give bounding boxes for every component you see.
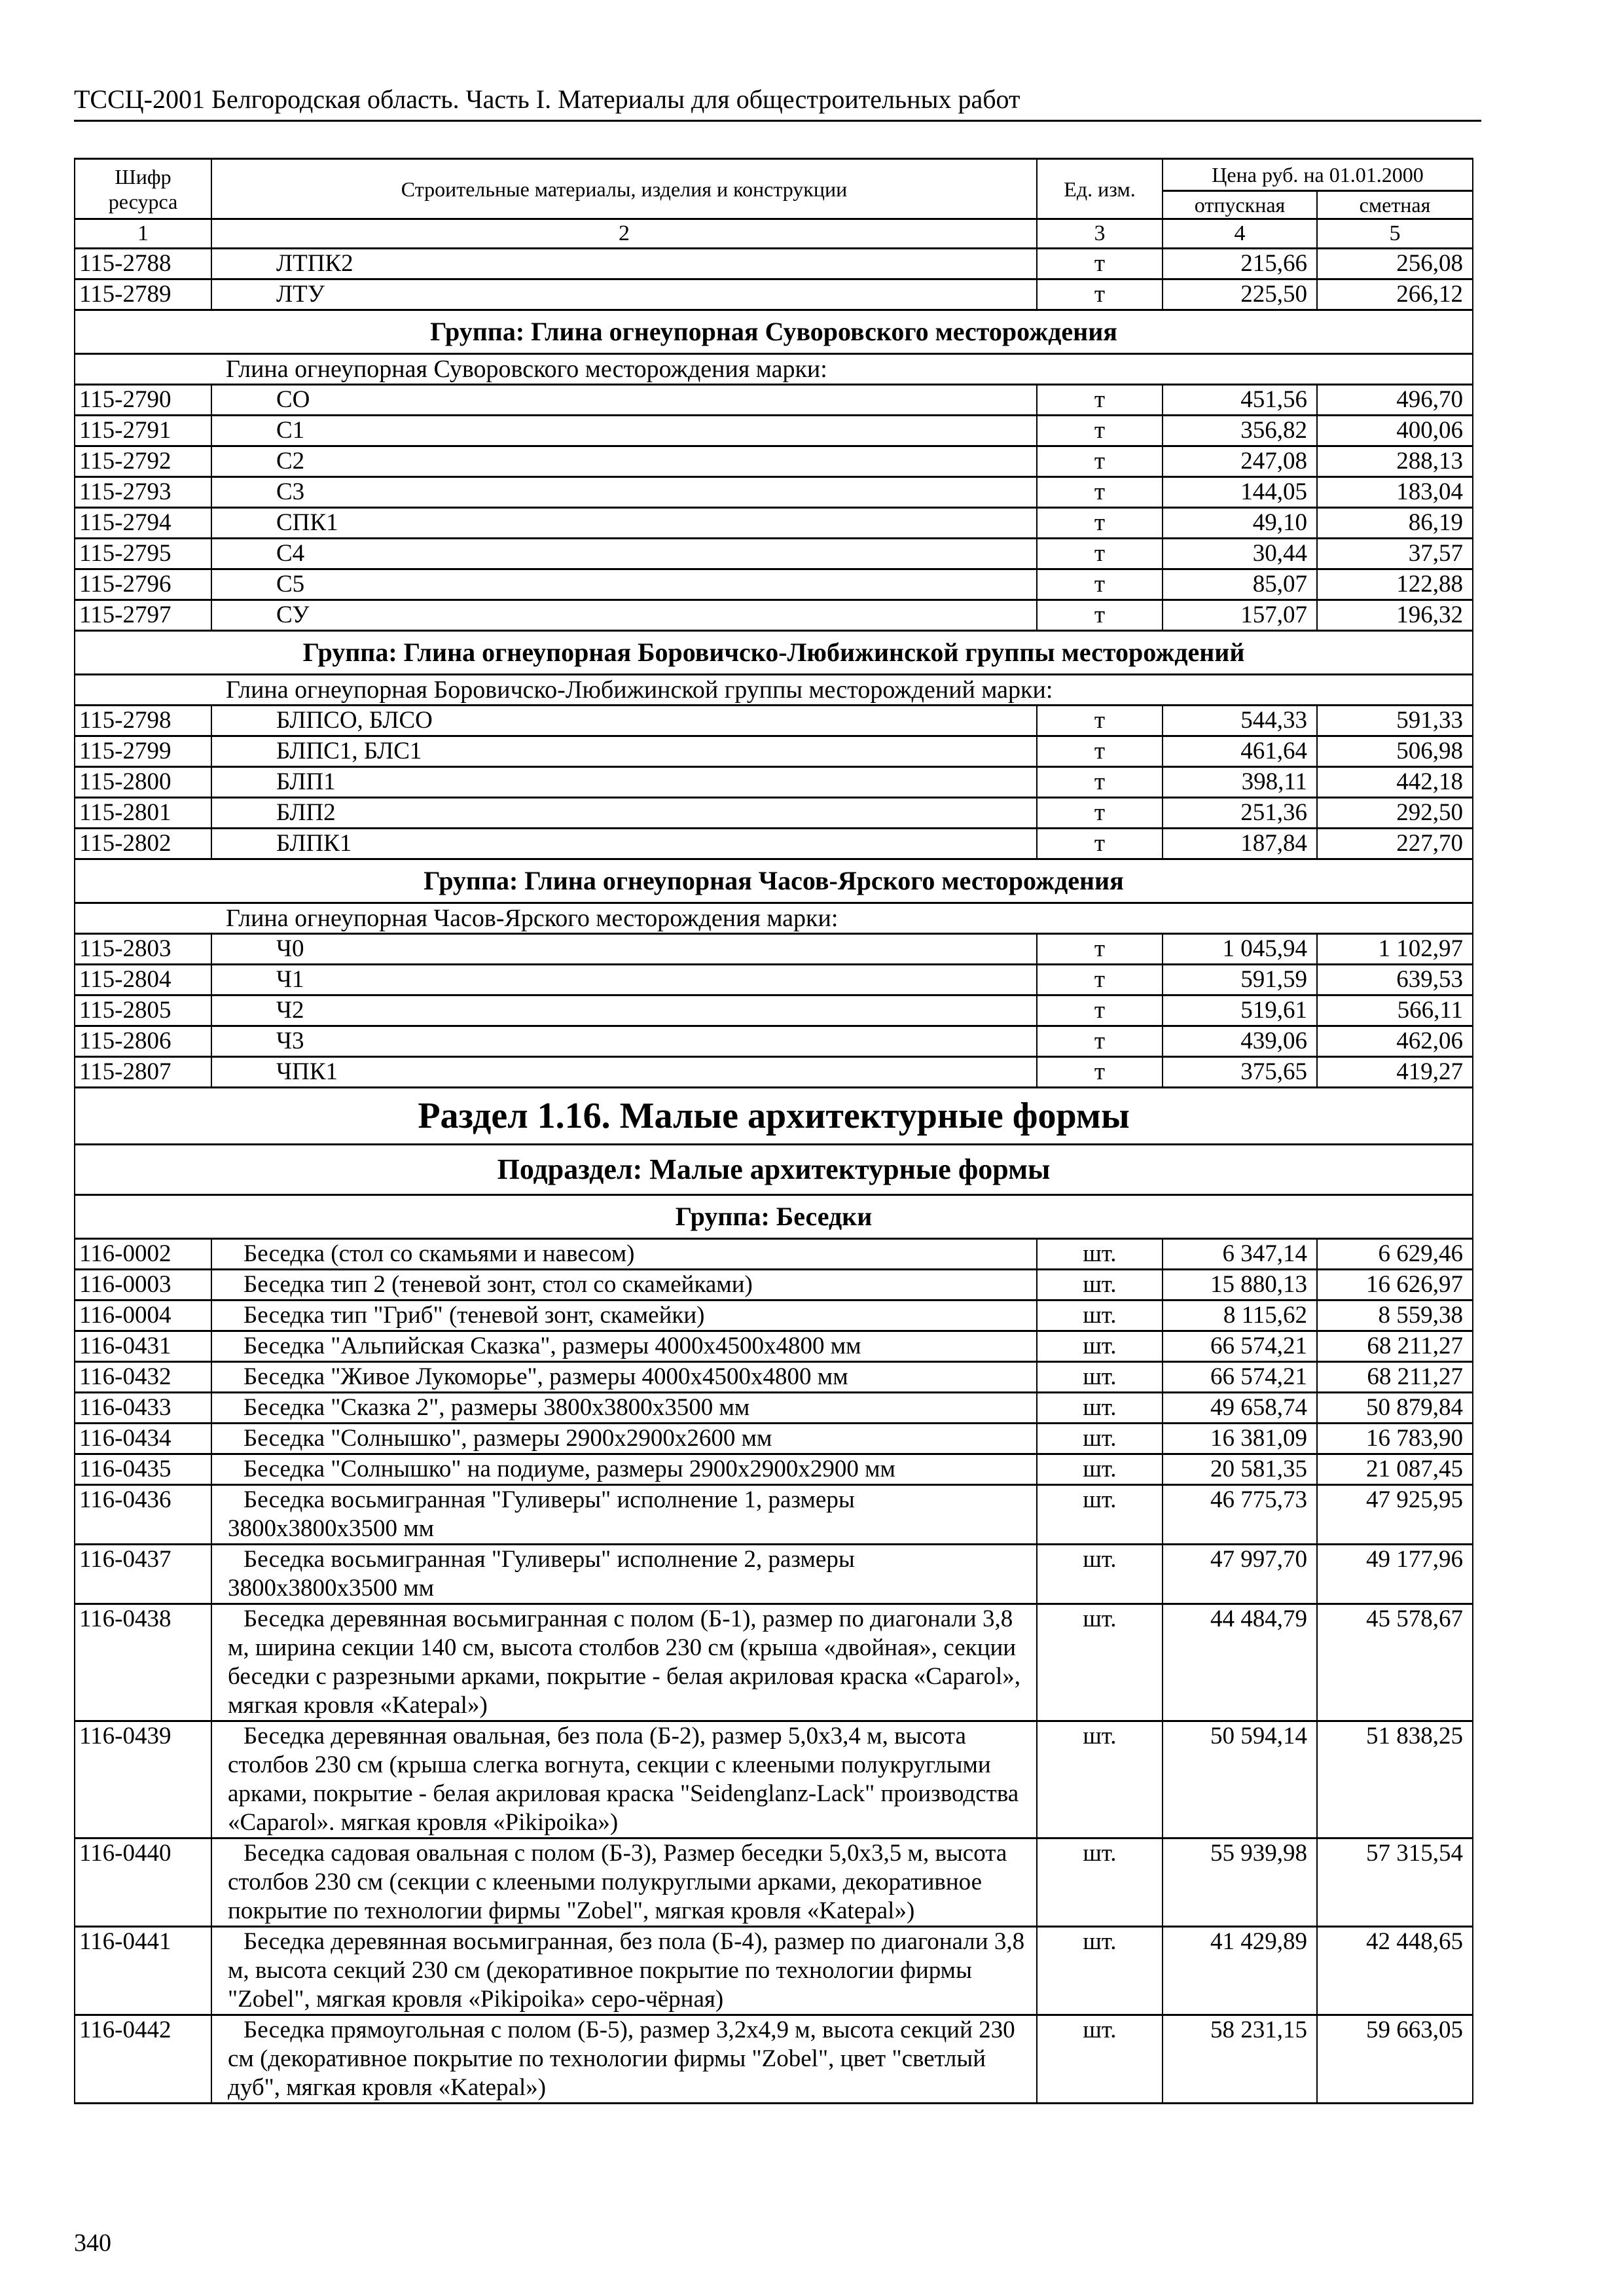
- estimate-price: 21 087,45: [1317, 1454, 1473, 1485]
- resource-code: 115-2806: [75, 1026, 211, 1057]
- resource-code: 116-0434: [75, 1424, 211, 1454]
- material-name: С5: [211, 569, 1037, 600]
- resource-code: 116-0431: [75, 1331, 211, 1362]
- release-price: 439,06: [1163, 1026, 1317, 1057]
- material-name: Ч2: [211, 996, 1037, 1026]
- table-row: [75, 1839, 1473, 1927]
- material-name: ЛТПК2: [211, 249, 1037, 279]
- table-row: [75, 1239, 1473, 1270]
- material-name: ЛТУ: [211, 279, 1037, 310]
- material-name: Беседка восьмигранная "Гуливеры" исполнение 2, размеры 3800х3800х3500 мм: [211, 1545, 1037, 1604]
- release-price: 251,36: [1163, 798, 1317, 829]
- estimate-price: 16 626,97: [1317, 1270, 1473, 1300]
- resource-code: 115-2805: [75, 996, 211, 1026]
- estimate-price: 183,04: [1317, 477, 1473, 508]
- unit: т: [1037, 569, 1163, 600]
- unit: шт.: [1037, 1239, 1163, 1270]
- resource-code: 115-2794: [75, 508, 211, 539]
- group-row: [75, 1195, 1473, 1239]
- release-price: 58 231,15: [1163, 2015, 1317, 2104]
- unit: т: [1037, 934, 1163, 965]
- release-price: 85,07: [1163, 569, 1317, 600]
- material-name: Беседка восьмигранная "Гуливеры" исполнение 1, размеры 3800х3800х3500 мм: [211, 1485, 1037, 1545]
- table-row: [75, 767, 1473, 798]
- estimate-price: 51 838,25: [1317, 1721, 1473, 1839]
- unit: т: [1037, 996, 1163, 1026]
- unit: т: [1037, 539, 1163, 569]
- price-table: [74, 158, 1473, 2104]
- resource-code: 115-2802: [75, 829, 211, 859]
- unit: т: [1037, 798, 1163, 829]
- col-number: 1: [75, 219, 211, 249]
- estimate-price: 196,32: [1317, 600, 1473, 631]
- estimate-price: 288,13: [1317, 446, 1473, 477]
- material-name: Беседка "Живое Лукоморье", размеры 4000х4500х4800 мм: [211, 1362, 1037, 1393]
- estimate-price: 639,53: [1317, 965, 1473, 996]
- release-price: 356,82: [1163, 416, 1317, 446]
- material-name: Ч0: [211, 934, 1037, 965]
- release-price: 66 574,21: [1163, 1362, 1317, 1393]
- section-row: [75, 1088, 1473, 1145]
- col-header-price: Цена руб. на 01.01.2000: [1163, 159, 1473, 191]
- resource-code: 116-0003: [75, 1270, 211, 1300]
- col-number: 3: [1037, 219, 1163, 249]
- table-row: [75, 385, 1473, 416]
- header-rule: [74, 120, 1481, 122]
- table-row: [75, 508, 1473, 539]
- release-price: 519,61: [1163, 996, 1317, 1026]
- estimate-price: 462,06: [1317, 1026, 1473, 1057]
- group-subheading: Глина огнеупорная Боровичско-Любижинской группы месторождений марки:: [75, 675, 1473, 706]
- table-row: [75, 996, 1473, 1026]
- table-row: [75, 829, 1473, 859]
- estimate-price: 566,11: [1317, 996, 1473, 1026]
- col-number: 5: [1317, 219, 1473, 249]
- estimate-price: 442,18: [1317, 767, 1473, 798]
- table-row: [75, 1393, 1473, 1424]
- release-price: 157,07: [1163, 600, 1317, 631]
- table-row: [75, 1454, 1473, 1485]
- unit: шт.: [1037, 1270, 1163, 1300]
- sub-row: [75, 903, 1473, 934]
- resource-code: 115-2790: [75, 385, 211, 416]
- resource-code: 116-0004: [75, 1300, 211, 1331]
- resource-code: 116-0435: [75, 1454, 211, 1485]
- material-name: Беседка "Альпийская Сказка", размеры 4000х4500х4800 мм: [211, 1331, 1037, 1362]
- release-price: 46 775,73: [1163, 1485, 1317, 1545]
- material-name: Беседка "Солнышко", размеры 2900х2900х2600 мм: [211, 1424, 1037, 1454]
- group-heading: Группа: Глина огнеупорная Боровичско-Любижинской группы месторождений: [75, 631, 1473, 675]
- unit: шт.: [1037, 1485, 1163, 1545]
- resource-code: 115-2807: [75, 1057, 211, 1088]
- table-row: [75, 539, 1473, 569]
- material-name: Беседка "Солнышко" на подиуме, размеры 2900х2900х2900 мм: [211, 1454, 1037, 1485]
- estimate-price: 292,50: [1317, 798, 1473, 829]
- material-name: БЛПК1: [211, 829, 1037, 859]
- estimate-price: 256,08: [1317, 249, 1473, 279]
- table-row: [75, 416, 1473, 446]
- unit: шт.: [1037, 1604, 1163, 1721]
- table-row: [75, 477, 1473, 508]
- unit: т: [1037, 736, 1163, 767]
- col-header-code: Шифр ресурса: [75, 159, 211, 219]
- material-name: БЛП2: [211, 798, 1037, 829]
- col-number: 2: [211, 219, 1037, 249]
- release-price: 50 594,14: [1163, 1721, 1317, 1839]
- unit: т: [1037, 446, 1163, 477]
- table-row: [75, 249, 1473, 279]
- release-price: 47 997,70: [1163, 1545, 1317, 1604]
- unit: т: [1037, 385, 1163, 416]
- release-price: 20 581,35: [1163, 1454, 1317, 1485]
- unit: шт.: [1037, 1839, 1163, 1927]
- resource-code: 116-0437: [75, 1545, 211, 1604]
- unit: шт.: [1037, 1927, 1163, 2015]
- group-subheading: Глина огнеупорная Суворовского месторождения марки:: [75, 354, 1473, 385]
- unit: т: [1037, 600, 1163, 631]
- table-row: [75, 1545, 1473, 1604]
- unit: шт.: [1037, 1362, 1163, 1393]
- table-row: [75, 1057, 1473, 1088]
- resource-code: 116-0440: [75, 1839, 211, 1927]
- group-row: [75, 859, 1473, 903]
- table-row: [75, 965, 1473, 996]
- resource-code: 116-0441: [75, 1927, 211, 2015]
- unit: т: [1037, 508, 1163, 539]
- resource-code: 116-0002: [75, 1239, 211, 1270]
- resource-code: 116-0439: [75, 1721, 211, 1839]
- estimate-price: 68 211,27: [1317, 1362, 1473, 1393]
- release-price: 187,84: [1163, 829, 1317, 859]
- col-header-release: отпускная: [1163, 191, 1317, 219]
- resource-code: 115-2797: [75, 600, 211, 631]
- table-row: [75, 798, 1473, 829]
- group-row: [75, 310, 1473, 354]
- release-price: 44 484,79: [1163, 1604, 1317, 1721]
- col-header-name: Строительные материалы, изделия и конструкции: [211, 159, 1037, 219]
- unit: шт.: [1037, 1545, 1163, 1604]
- table-row: [75, 1362, 1473, 1393]
- estimate-price: 8 559,38: [1317, 1300, 1473, 1331]
- resource-code: 115-2798: [75, 706, 211, 736]
- release-price: 451,56: [1163, 385, 1317, 416]
- material-name: БЛП1: [211, 767, 1037, 798]
- table-row: [75, 1424, 1473, 1454]
- resource-code: 115-2801: [75, 798, 211, 829]
- release-price: 55 939,98: [1163, 1839, 1317, 1927]
- release-price: 41 429,89: [1163, 1927, 1317, 2015]
- release-price: 49,10: [1163, 508, 1317, 539]
- material-name: С4: [211, 539, 1037, 569]
- estimate-price: 37,57: [1317, 539, 1473, 569]
- unit: т: [1037, 965, 1163, 996]
- group-heading: Группа: Беседки: [75, 1195, 1473, 1239]
- group-subheading: Глина огнеупорная Часов-Ярского месторождения марки:: [75, 903, 1473, 934]
- col-number: 4: [1163, 219, 1317, 249]
- resource-code: 115-2793: [75, 477, 211, 508]
- resource-code: 116-0438: [75, 1604, 211, 1721]
- material-name: Беседка садовая овальная с полом (Б-3), Размер беседки 5,0х3,5 м, высота столбов 230 см (секции с клееными полукруглыми арками, декоративное покрытие по технологии фирмы "Zobel", мягкая кровля «Katepal»): [211, 1839, 1037, 1927]
- release-price: 6 347,14: [1163, 1239, 1317, 1270]
- table-body: [75, 249, 1473, 2104]
- material-name: Ч3: [211, 1026, 1037, 1057]
- estimate-price: 591,33: [1317, 706, 1473, 736]
- sub-row: [75, 675, 1473, 706]
- material-name: Беседка тип "Гриб" (теневой зонт, скамейки): [211, 1300, 1037, 1331]
- col-header-estimate: сметная: [1317, 191, 1473, 219]
- table-row: [75, 279, 1473, 310]
- estimate-price: 50 879,84: [1317, 1393, 1473, 1424]
- unit: шт.: [1037, 1454, 1163, 1485]
- material-name: Беседка деревянная овальная, без пола (Б-2), размер 5,0х3,4 м, высота столбов 230 см (крыша слегка вогнута, секции с клееными полукруглыми арками, покрытие - белая акриловая краска "Seidenglanz-Lack" производства «Caparol». мягкая кровля «Pikipoika»): [211, 1721, 1037, 1839]
- unit: т: [1037, 279, 1163, 310]
- resource-code: 115-2791: [75, 416, 211, 446]
- material-name: ЧПК1: [211, 1057, 1037, 1088]
- estimate-price: 496,70: [1317, 385, 1473, 416]
- table-row: [75, 934, 1473, 965]
- estimate-price: 1 102,97: [1317, 934, 1473, 965]
- resource-code: 116-0432: [75, 1362, 211, 1393]
- release-price: 144,05: [1163, 477, 1317, 508]
- resource-code: 115-2795: [75, 539, 211, 569]
- release-price: 398,11: [1163, 767, 1317, 798]
- table-row: [75, 1604, 1473, 1721]
- resource-code: 115-2804: [75, 965, 211, 996]
- resource-code: 115-2803: [75, 934, 211, 965]
- material-name: Беседка (стол со скамьями и навесом): [211, 1239, 1037, 1270]
- subsection-heading: Подраздел: Малые архитектурные формы: [75, 1145, 1473, 1195]
- table-row: [75, 1026, 1473, 1057]
- material-name: С2: [211, 446, 1037, 477]
- release-price: 247,08: [1163, 446, 1317, 477]
- resource-code: 116-0433: [75, 1393, 211, 1424]
- group-heading: Группа: Глина огнеупорная Часов-Ярского месторождения: [75, 859, 1473, 903]
- material-name: СПК1: [211, 508, 1037, 539]
- release-price: 1 045,94: [1163, 934, 1317, 965]
- table-row: [75, 1331, 1473, 1362]
- unit: т: [1037, 416, 1163, 446]
- estimate-price: 419,27: [1317, 1057, 1473, 1088]
- estimate-price: 47 925,95: [1317, 1485, 1473, 1545]
- table-row: [75, 600, 1473, 631]
- estimate-price: 266,12: [1317, 279, 1473, 310]
- table-row: [75, 1927, 1473, 2015]
- release-price: 591,59: [1163, 965, 1317, 996]
- resource-code: 115-2792: [75, 446, 211, 477]
- unit: т: [1037, 1057, 1163, 1088]
- release-price: 544,33: [1163, 706, 1317, 736]
- table-row: [75, 706, 1473, 736]
- material-name: СУ: [211, 600, 1037, 631]
- release-price: 225,50: [1163, 279, 1317, 310]
- estimate-price: 122,88: [1317, 569, 1473, 600]
- section-heading: Раздел 1.16. Малые архитектурные формы: [75, 1088, 1473, 1145]
- unit: шт.: [1037, 1300, 1163, 1331]
- estimate-price: 68 211,27: [1317, 1331, 1473, 1362]
- release-price: 30,44: [1163, 539, 1317, 569]
- release-price: 49 658,74: [1163, 1393, 1317, 1424]
- release-price: 375,65: [1163, 1057, 1317, 1088]
- table-row: [75, 446, 1473, 477]
- table-row: [75, 1300, 1473, 1331]
- unit: шт.: [1037, 2015, 1163, 2104]
- estimate-price: 45 578,67: [1317, 1604, 1473, 1721]
- material-name: Беседка "Сказка 2", размеры 3800х3800х3500 мм: [211, 1393, 1037, 1424]
- table-row: [75, 2015, 1473, 2104]
- table-row: [75, 736, 1473, 767]
- unit: т: [1037, 1026, 1163, 1057]
- material-name: С3: [211, 477, 1037, 508]
- material-name: С1: [211, 416, 1037, 446]
- unit: т: [1037, 829, 1163, 859]
- release-price: 8 115,62: [1163, 1300, 1317, 1331]
- unit: шт.: [1037, 1721, 1163, 1839]
- resource-code: 116-0436: [75, 1485, 211, 1545]
- material-name: Беседка деревянная восьмигранная, без пола (Б-4), размер по диагонали 3,8 м, высота секций 230 см (декоративное покрытие по технологии фирмы "Zobel", мягкая кровля «Pikipoika» серо-чёрная): [211, 1927, 1037, 2015]
- material-name: Ч1: [211, 965, 1037, 996]
- unit: шт.: [1037, 1393, 1163, 1424]
- material-name: БЛПС1, БЛС1: [211, 736, 1037, 767]
- material-name: Беседка деревянная восьмигранная с полом (Б-1), размер по диагонали 3,8 м, ширина секции 140 см, высота столбов 230 см (крыша «двойная», секции беседки с разрезными арками, покрытие - белая акриловая краска «Caparol», мягкая кровля «Katepal»): [211, 1604, 1037, 1721]
- subsection-row: [75, 1145, 1473, 1195]
- group-row: [75, 631, 1473, 675]
- resource-code: 115-2789: [75, 279, 211, 310]
- group-heading: Группа: Глина огнеупорная Суворовского месторождения: [75, 310, 1473, 354]
- release-price: 66 574,21: [1163, 1331, 1317, 1362]
- material-name: Беседка прямоугольная с полом (Б-5), размер 3,2х4,9 м, высота секций 230 см (декоративное покрытие по технологии фирмы "Zobel", цвет "светлый дуб", мягкая кровля «Katepal»): [211, 2015, 1037, 2104]
- estimate-price: 227,70: [1317, 829, 1473, 859]
- estimate-price: 506,98: [1317, 736, 1473, 767]
- unit: т: [1037, 249, 1163, 279]
- resource-code: 115-2799: [75, 736, 211, 767]
- resource-code: 116-0442: [75, 2015, 211, 2104]
- table-row: [75, 569, 1473, 600]
- resource-code: 115-2796: [75, 569, 211, 600]
- document-header-title: ТССЦ-2001 Белгородская область. Часть I. Материалы для общестроительных работ: [74, 84, 1020, 114]
- unit: т: [1037, 767, 1163, 798]
- table-row: [75, 1721, 1473, 1839]
- material-name: Беседка тип 2 (теневой зонт, стол со скамейками): [211, 1270, 1037, 1300]
- col-header-unit: Ед. изм.: [1037, 159, 1163, 219]
- estimate-price: 57 315,54: [1317, 1839, 1473, 1927]
- resource-code: 115-2788: [75, 249, 211, 279]
- release-price: 461,64: [1163, 736, 1317, 767]
- estimate-price: 86,19: [1317, 508, 1473, 539]
- unit: т: [1037, 477, 1163, 508]
- material-name: СО: [211, 385, 1037, 416]
- estimate-price: 59 663,05: [1317, 2015, 1473, 2104]
- release-price: 15 880,13: [1163, 1270, 1317, 1300]
- material-name: БЛПСО, БЛСО: [211, 706, 1037, 736]
- sub-row: [75, 354, 1473, 385]
- table-row: [75, 1270, 1473, 1300]
- unit: шт.: [1037, 1424, 1163, 1454]
- release-price: 215,66: [1163, 249, 1317, 279]
- unit: т: [1037, 706, 1163, 736]
- estimate-price: 6 629,46: [1317, 1239, 1473, 1270]
- estimate-price: 16 783,90: [1317, 1424, 1473, 1454]
- page-number: 340: [74, 2229, 111, 2257]
- estimate-price: 400,06: [1317, 416, 1473, 446]
- table-row: [75, 1485, 1473, 1545]
- release-price: 16 381,09: [1163, 1424, 1317, 1454]
- unit: шт.: [1037, 1331, 1163, 1362]
- estimate-price: 42 448,65: [1317, 1927, 1473, 2015]
- estimate-price: 49 177,96: [1317, 1545, 1473, 1604]
- resource-code: 115-2800: [75, 767, 211, 798]
